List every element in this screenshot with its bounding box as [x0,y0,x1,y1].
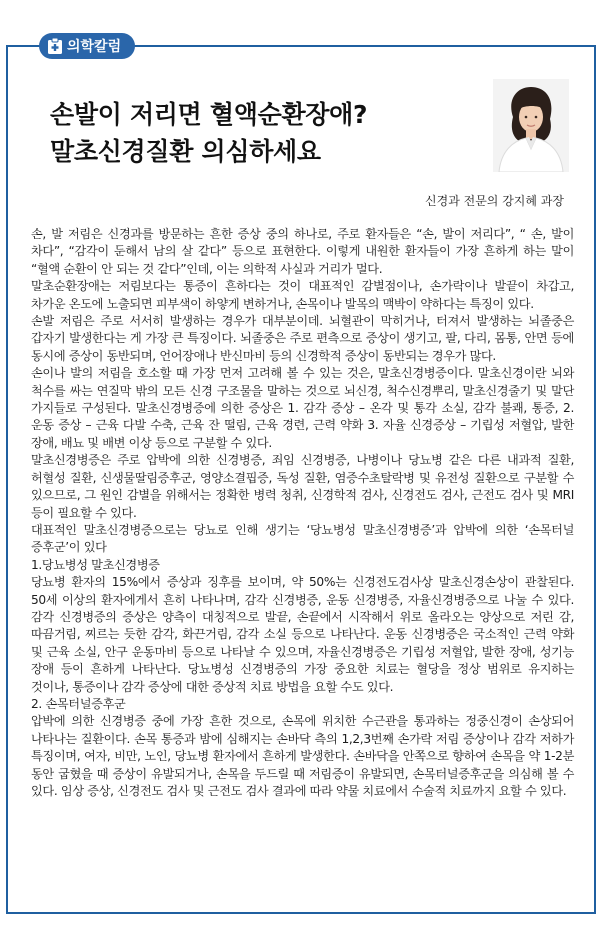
paragraph: 대표적인 말초신경병증으로는 당뇨로 인해 생기는 ‘당뇨병성 말초신경병증’과 압박에 의한 ‘손목터널 증후군’이 있다 [31,522,574,555]
paragraph: 당뇨병 환자의 15%에서 증상과 징후를 보이며, 약 50%는 신경전도검사상 말초신경손상이 관찰된다. 50세 이상의 환자에게서 흔히 나타나며, 감각 신경병증, 운동 신경병증, 자율신경병증으로 나눌 수 있다. 감각 신경병증의 증상은 양측이 대칭적으로 발끝, 손끝에서 시작해서 위로 올라오는 양상으로 저린 감, 따끔거림, 찌르는 듯한 감각, 화끈거림, 감각 소실 등으로 나타난다. 운동 신경병증은 국소적인 근력 약화 및 근육 소실, 안구 운동마비 등으로 나타날 수 있으며, 자율신경병증은 기립성 저혈압, 발한 장애, 성기능 장애 등이 흔하게 나타난다. 당뇨병성 신경병증의 가장 중요한 치료는 혈당을 정상 범위로 유지하는 것이나, 통증이나 감각 증상에 대한 증상적 치료 방법을 요할 수도 있다. [31,575,574,694]
column-label: 의학칼럼 [67,39,122,55]
paragraph: 손, 발 저림은 신경과를 방문하는 흔한 증상 중의 하나로, 주로 환자들은 “손, 발이 저리다”, “ 손, 발이 차다”, “감각이 둔해서 남의 살 같다” 등으로 표현한다. 이렇게 내원한 환자들이 가장 흔하게 하는 말이 “혈액 순환이 안 되는 것 같다”인데, 이는 의학적 사실과 거리가 멀다. [31,227,574,276]
section-heading: 1.당뇨병성 말초신경병증 [31,557,160,572]
paragraph: 말초신경병증은 주로 압박에 의한 신경병증, 죄임 신경병증, 나병이나 당뇨병 같은 다른 내과적 질환, 허혈성 질환, 신생물딸림증후군, 영양소결핍증, 독성 질환, 염증수초탈락병 및 유전성 질환으로 구분할 수 있으므로, 그 원인 감별을 위해서는 정확한 병력 청취, 신경학적 검사, 신경전도 검사, 근전도 검사 및 MRI 등이 필요할 수 있다. [31,453,574,520]
author-photo [493,79,569,172]
headline-line-2: 말초신경질환 의심하세요 [50,137,321,166]
paragraph: 손이나 발의 저림을 호소할 때 가장 먼저 고려해 볼 수 있는 것은, 말초신경병증이다. 말초신경이란 뇌와 척수를 싸는 연질막 밖의 모든 신경 구조물을 말하는 것으로 뇌신경, 척수신경뿌리, 말초신경줄기 및 말단 가지들로 구성된다. 말초신경병증에 의한 증상은 1. 감각 증상 – 온각 및 통각 소실, 감각 불쾌, 통증, 2. 운동 증상 – 근육 다발 수축, 근육 잔 떨림, 근육 경련, 근력 약화 3. 자율 신경증상 – 기립성 저혈압, 발한 장애, 배뇨 및 배변 이상 등으로 구분할 수 있다. [31,366,574,450]
article-body [31,226,574,800]
headline-line-1: 손발이 저리면 혈액순환장애? [50,100,368,129]
author-byline: 신경과 전문의 강지혜 과장 [425,194,564,208]
paragraph: 압박에 의한 신경병증 중에 가장 흔한 것으로, 손목에 위치한 수근관을 통과하는 정중신경이 손상되어 나타나는 질환이다. 손목 통증과 밤에 심해지는 손바닥 측의 1,2,3번째 손가락 저림 증상이나 감각 저하가 특징이며, 여자, 비만, 노인, 당뇨병 환자에서 흔하게 발생한다. 손바닥을 안쪽으로 향하여 손목을 약 1-2분 동안 굽혔을 때 증상이 유발되거나, 손목을 두드릴 때 저림증이 유발되면, 손목터널증후군을 의심해 볼 수 있다. 임상 증상, 신경전도 검사 및 근전도 검사 결과에 따라 약물 치료에서 수술적 치료까지 요할 수 있다. [31,714,574,798]
paragraph: 손발 저림은 주로 서서히 발생하는 경우가 대부분이데. 뇌혈관이 막히거나, 터져서 발생하는 뇌졸중은 갑자기 발생한다는 게 가장 큰 특징이다. 뇌졸중은 주로 편측으로 증상이 생기고, 팔, 다리, 몸통, 안면 등에 동시에 증상이 동반되며, 언어장애나 반신마비 등의 신경학적 증상이 동반되는 경우가 많다. [31,314,574,363]
column-tab [39,33,135,59]
hospital-icon [47,38,63,55]
headline [50,96,500,170]
section-heading: 2. 손목터널증후군 [31,696,126,711]
paragraph: 말초순환장애는 저림보다는 통증이 흔하다는 것이 대표적인 감별점이나, 손가락이나 발끝이 차갑고, 차가운 온도에 노출되면 피부색이 하얗게 변하거나, 손목이나 발목의 맥박이 약하다는 특징이 있다. [31,279,574,311]
